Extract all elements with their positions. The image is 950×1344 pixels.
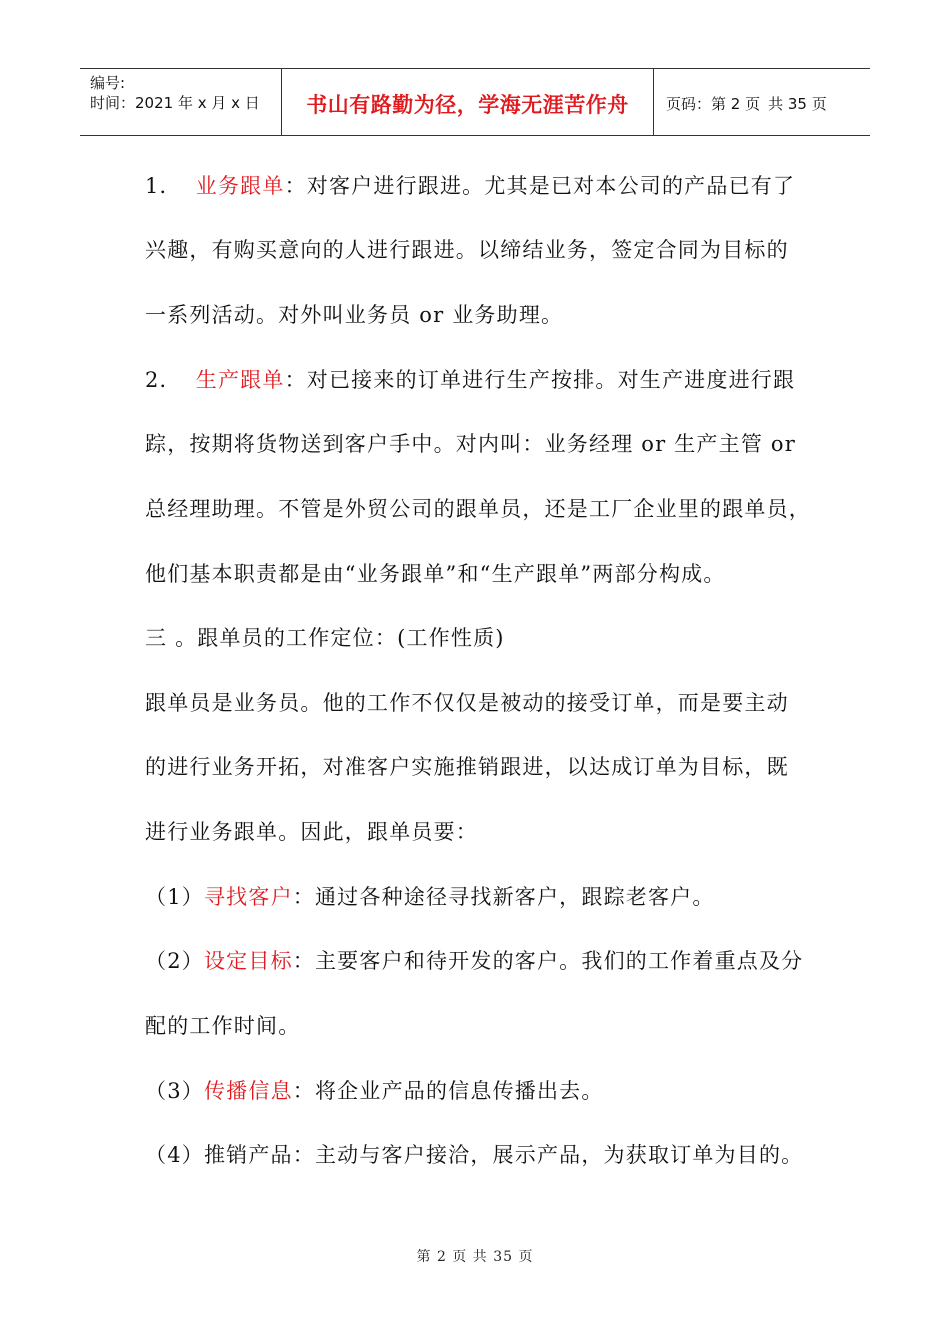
p1-keyword: 业务跟单 [195, 174, 285, 198]
header-page-info [654, 69, 870, 135]
header-meta [80, 69, 282, 135]
item-2-text: ：主要客户和待开发的客户。我们的工作着重点及分 [292, 949, 804, 973]
s3-line-3: 进行业务跟单。因此，跟单员要： [145, 820, 478, 844]
item-3-text: ：将企业产品的信息传播出去。 [292, 1079, 604, 1103]
p1-line-3: 一系列活动。对外叫业务员 or 业务助理。 [145, 303, 564, 327]
p1-line-2: 兴趣，有购买意向的人进行跟进。以缔结业务，签定合同为目标的 [145, 238, 789, 262]
page-header [80, 68, 870, 136]
motto: 书山有路勤为径，学海无涯苦作舟 [306, 93, 629, 117]
p2-keyword: 生产跟单 [195, 368, 285, 392]
page-label: 页码：第 2 页 [666, 94, 761, 113]
p2-text-1: ：对已接来的订单进行生产按排。对生产进度进行跟 [284, 368, 796, 392]
p2-line-2: 踪，按期将货物送到客户手中。对内叫：业务经理 or 生产主管 or [145, 432, 796, 456]
s3-line-1: 跟单员是业务员。他的工作不仅仅是被动的接受订单，而是要主动 [145, 691, 789, 715]
time-label: 时间：2021 年 x 月 x 日 [90, 94, 260, 112]
item-1-text: ：通过各种途径寻找新客户，跟踪老客户。 [292, 885, 715, 909]
item-2-continued: 配的工作时间。 [145, 1014, 301, 1038]
item-2 [145, 947, 803, 975]
section-3-heading: 三 。跟单员的工作定位：(工作性质) [145, 626, 505, 650]
item-2-number: （2） [145, 949, 204, 973]
item-2-keyword: 设定目标 [203, 949, 293, 973]
s3-line-2: 的进行业务开拓，对准客户实施推销跟进，以达成订单为目标，既 [145, 755, 789, 779]
p1-number: 1． [145, 174, 182, 198]
total-label: 共 35 页 [768, 94, 827, 113]
p1-line-1 [145, 172, 795, 200]
p2-number: 2． [145, 368, 182, 392]
item-3-keyword: 传播信息 [203, 1079, 293, 1103]
page-footer: 第 2 页 共 35 页 [416, 1249, 534, 1265]
code-label: 编号: [90, 74, 126, 92]
p1-text-1: ：对客户进行跟进。尤其是已对本公司的产品已有了 [284, 174, 796, 198]
p2-line-1 [145, 366, 795, 394]
p2-line-3: 总经理助理。不管是外贸公司的跟单员，还是工厂企业里的跟单员， [145, 497, 811, 521]
item-1 [145, 883, 715, 911]
p2-line-4: 他们基本职责都是由“业务跟单”和“生产跟单”两部分构成。 [145, 562, 726, 586]
item-3-number: （3） [145, 1079, 204, 1103]
item-4: （4）推销产品：主动与客户接洽，展示产品，为获取订单为目的。 [145, 1143, 804, 1167]
item-1-keyword: 寻找客户 [203, 885, 293, 909]
header-motto-cell [282, 69, 654, 135]
item-3 [145, 1077, 604, 1105]
item-1-number: （1） [145, 885, 204, 909]
